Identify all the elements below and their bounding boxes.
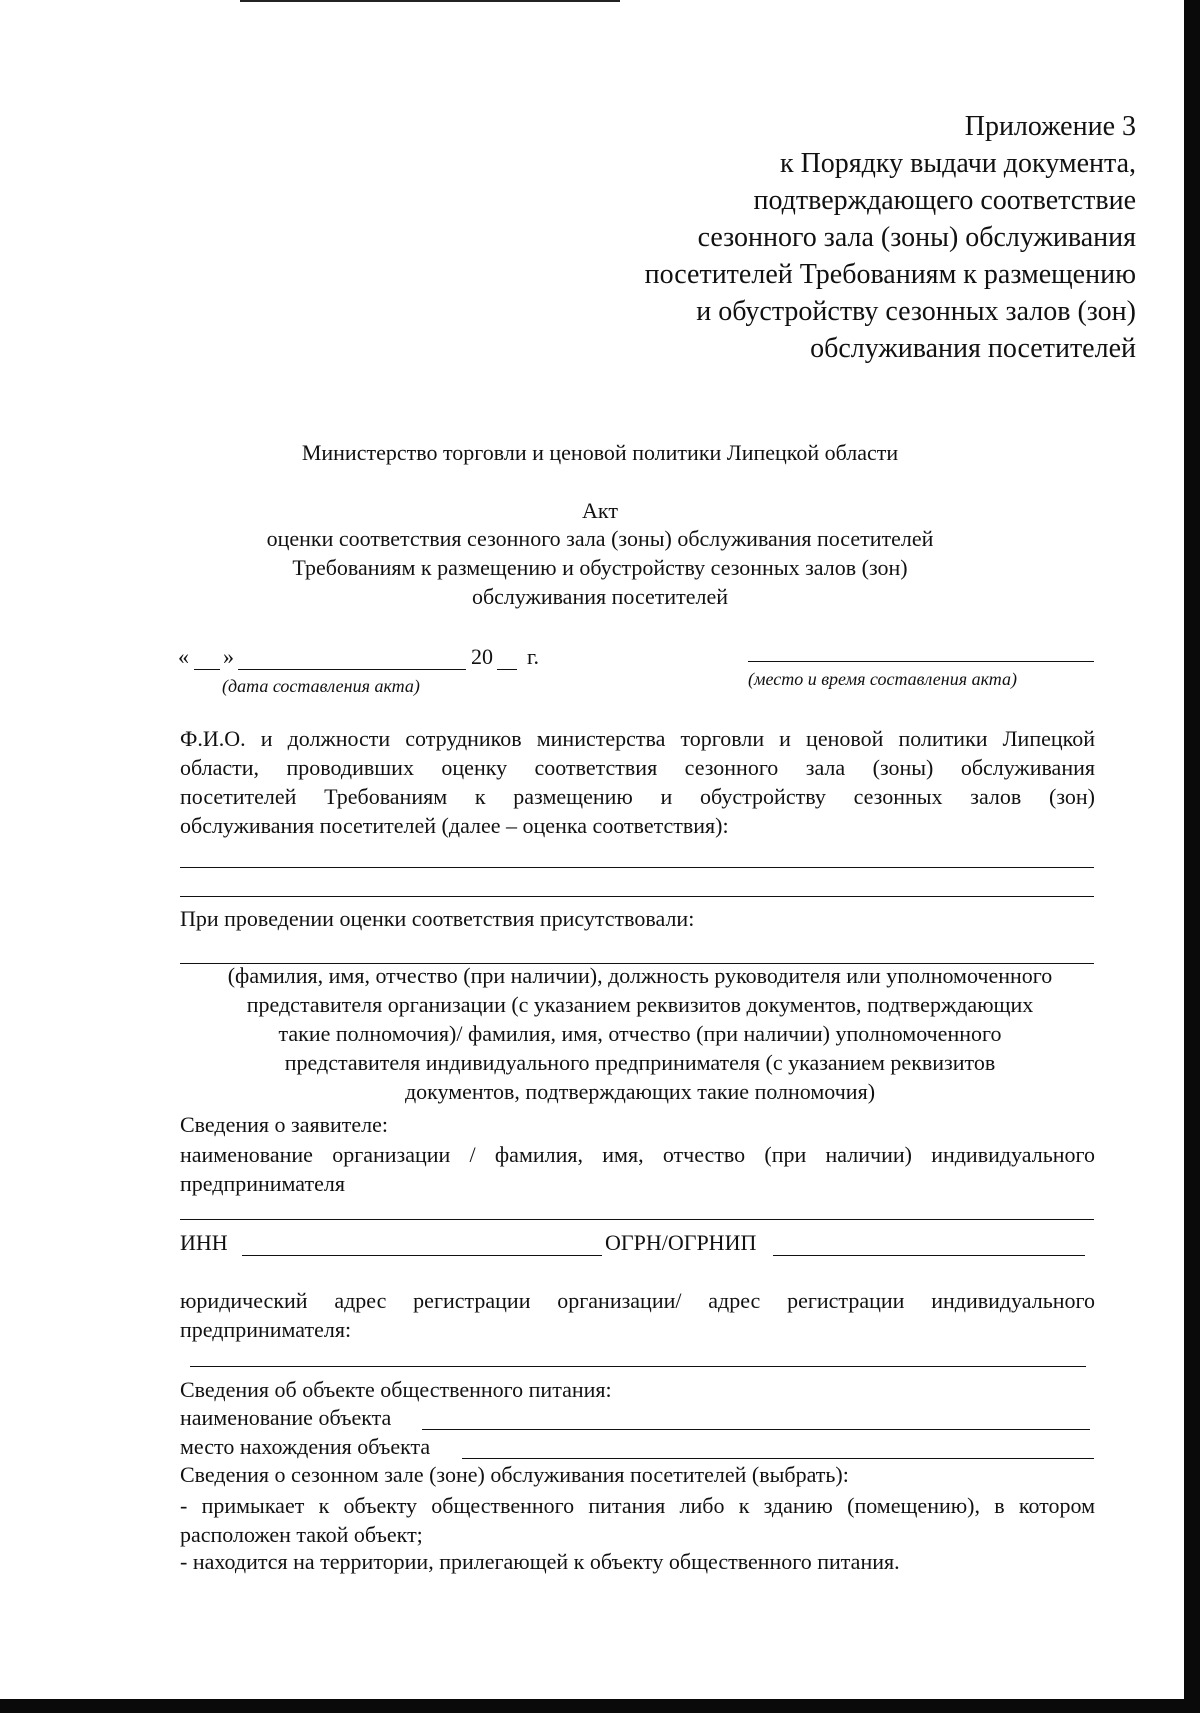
applicant-name-line: предпринимателя [180,1171,345,1196]
present-note-line: представителя индивидуального предпринимателя (с указанием реквизитов [284,1050,996,1075]
place-caption: (место и время составления акта) [748,669,1017,689]
annex-line: сезонного зала (зоны) обслуживания [697,222,1136,253]
ministry-name: Министерство торговли и ценовой политики Липецкой области [301,440,899,465]
applicant-address-line: предпринимателя: [180,1317,352,1342]
applicant-name-line: наименование организации / фамилия, имя, отчество (при наличии) индивидуального [180,1142,1095,1167]
inn-label: ИНН [180,1230,228,1255]
object-name-label: наименование объекта [180,1405,392,1430]
applicant-name-paragraph [180,1140,1095,1198]
object-name-blank[interactable] [422,1429,1090,1430]
present-note-line: документов, подтверждающих такие полномочия) [404,1079,876,1104]
present-note-line: (фамилия, имя, отчество (при наличии), должность руководителя или уполномоченного [227,963,1053,988]
applicant-address-line: юридический адрес регистрации организации/ адрес регистрации индивидуального [180,1288,1095,1313]
seasonal-option-2: - находится на территории, прилегающей к объекту общественного питания. [180,1549,900,1574]
act-subtitle-line: оценки соответствия сезонного зала (зоны) обслуживания посетителей [266,526,934,551]
ogrn-label: ОГРН/ОГРНИП [605,1230,757,1255]
annex-line: к Порядку выдачи документа, [779,148,1136,179]
annex-line: подтверждающего соответствие [753,185,1136,216]
object-location-blank[interactable] [462,1458,1094,1459]
applicant-address-blank[interactable] [190,1366,1086,1367]
inspectors-line: посетителей Требованиям к размещению и обустройству сезонных залов (зон) [180,784,1095,809]
ogrn-blank[interactable] [773,1255,1085,1256]
date-month-blank[interactable] [238,669,466,670]
place-time-blank[interactable] [748,661,1094,662]
present-note [180,961,1100,1106]
date-quote-close: » [223,644,234,669]
scan-artifact-bottom-edge [0,1699,1200,1713]
present-note-line: представителя организации (с указанием реквизитов документов, подтверждающих [246,992,1034,1017]
seasonal-option-1-line: - примыкает к объекту общественного питания либо к зданию (помещению), в котором [180,1493,1095,1518]
inspectors-line: обслуживания посетителей (далее – оценка соответствия): [180,813,729,838]
seasonal-heading: Сведения о сезонном зале (зоне) обслуживания посетителей (выбрать): [180,1462,849,1487]
annex-line: посетителей Требованиям к размещению [644,259,1136,290]
date-day-blank[interactable] [194,669,220,670]
inspectors-line: области, проводивших оценку соответствия сезонного зала (зоны) обслуживания [180,755,1095,780]
applicant-name-blank[interactable] [180,1219,1094,1220]
annex-line: обслуживания посетителей [810,333,1136,364]
inspectors-blank-2[interactable] [180,896,1094,897]
inn-blank[interactable] [242,1255,602,1256]
annex-header [645,108,1136,367]
act-subtitle-line: Требованиям к размещению и обустройству сезонных залов (зон) [292,555,908,580]
inspectors-line: Ф.И.О. и должности сотрудников министерства торговли и ценовой политики Липецкой [180,726,1095,751]
act-subtitle-line: обслуживания посетителей [471,584,729,609]
applicant-heading: Сведения о заявителе: [180,1112,389,1137]
act-title: Акт [582,498,618,523]
present-label: При проведении оценки соответствия присутствовали: [180,906,695,931]
date-year-prefix: 20 [471,644,493,669]
scan-artifact-top-line [240,0,620,2]
inspectors-blank-1[interactable] [180,867,1094,868]
act-subtitle [0,524,1200,611]
date-year-suffix: г. [527,644,540,669]
annex-line: и обустройству сезонных залов (зон) [696,296,1136,327]
inspectors-paragraph [180,724,1095,840]
applicant-address-paragraph [180,1286,1095,1344]
present-note-line: такие полномочия)/ фамилия, имя, отчество (при наличии) уполномоченного [278,1021,1002,1046]
date-quote-open: « [178,644,189,669]
date-year-blank[interactable] [497,669,517,670]
seasonal-option-1 [180,1491,1095,1549]
date-caption: (дата составления акта) [222,676,420,696]
object-location-label: место нахождения объекта [180,1434,431,1459]
scan-artifact-right-edge [1184,0,1200,1713]
seasonal-option-1-line: расположен такой объект; [180,1522,423,1547]
annex-line: Приложение 3 [964,111,1136,142]
object-heading: Сведения об объекте общественного питания: [180,1377,612,1402]
